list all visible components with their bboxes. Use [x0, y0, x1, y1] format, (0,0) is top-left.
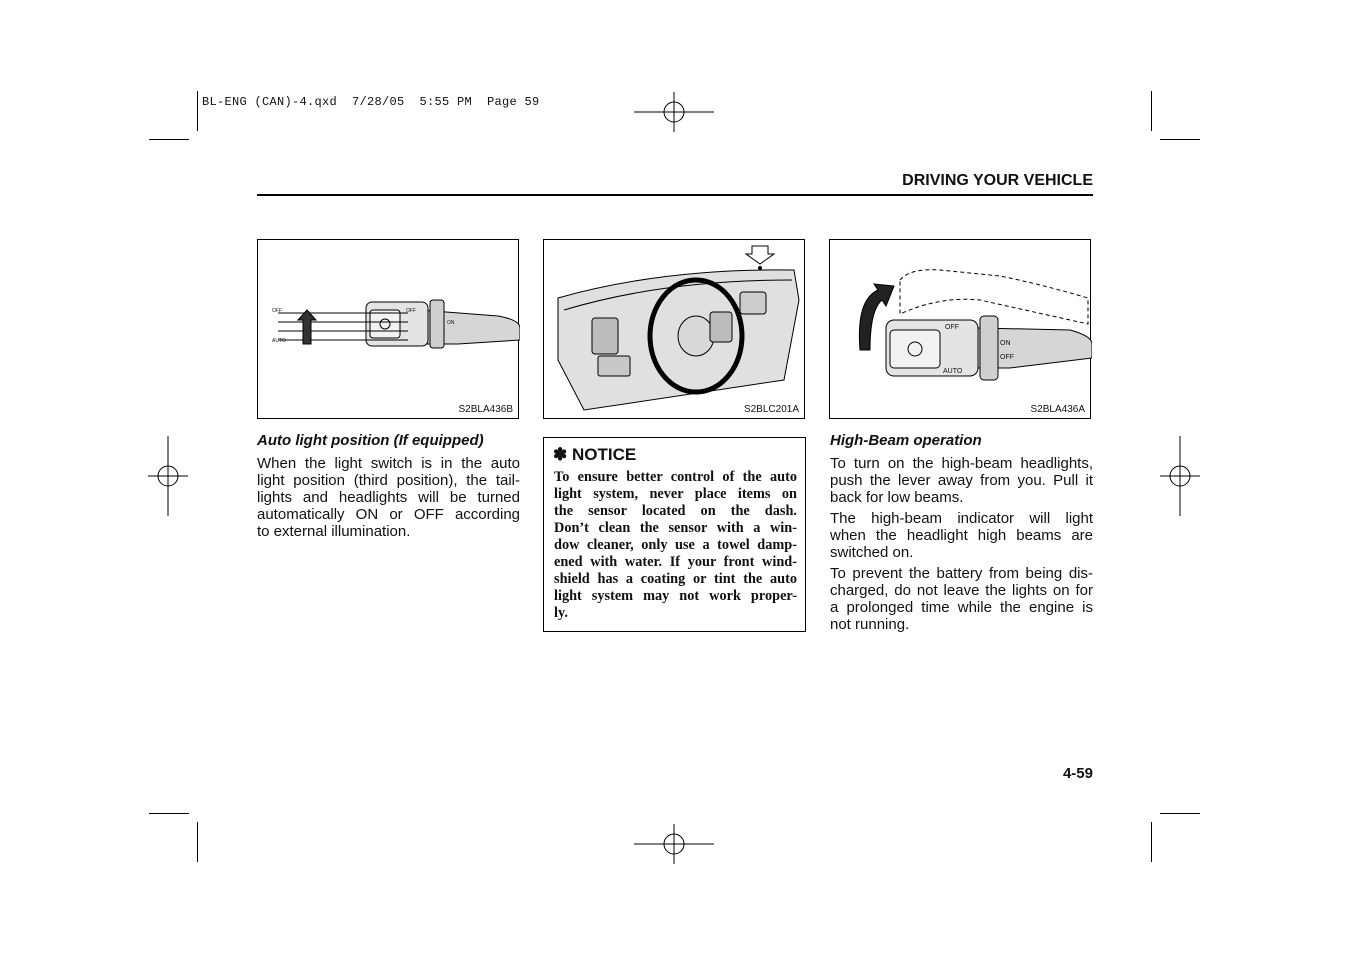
notice-line: the sensor located on the dash. [554, 503, 797, 519]
crop-mark [1151, 822, 1152, 862]
figure-dashboard-sensor [543, 239, 805, 419]
paragraph-line: switched on. [830, 544, 914, 561]
high-beam-heading: High-Beam operation [830, 432, 982, 449]
crop-mark [1160, 813, 1200, 814]
notice-line: To ensure better control of the auto [554, 469, 797, 485]
notice-title: ✽ NOTICE [553, 445, 637, 464]
paragraph-line: automatically ON or OFF according [257, 506, 520, 523]
header-rule [257, 194, 1093, 196]
figure-code: S2BLA436B [458, 404, 513, 415]
paragraph-line: when the headlight high beams are [830, 527, 1093, 544]
switch-label-on: ON [447, 320, 455, 326]
page-number: 4-59 [1062, 765, 1093, 782]
high-beam-lever-illustration [830, 240, 1092, 420]
switch-label-off-2: OFF [406, 308, 416, 314]
notice-line: shield has a coating or tint the auto [554, 571, 797, 587]
high-beam-paragraph-2 [830, 510, 1093, 561]
dashboard-illustration [544, 240, 806, 420]
registration-mark-top [634, 92, 714, 132]
crop-mark [1160, 139, 1200, 140]
figure-code: S2BLA436A [1030, 404, 1085, 415]
high-beam-paragraph-3 [830, 565, 1093, 633]
registration-mark-right [1160, 436, 1200, 516]
auto-light-paragraph [257, 455, 520, 540]
print-slug: BL-ENG (CAN)-4.qxd 7/28/05 5:55 PM Page 59 [202, 95, 540, 109]
paragraph-line: back for low beams. [830, 489, 964, 506]
switch-label-off: OFF [945, 324, 959, 331]
auto-light-heading: Auto light position (If equipped) [257, 432, 484, 449]
crop-mark [149, 813, 189, 814]
paragraph-line: push the lever away from you. Pull it [830, 472, 1093, 489]
crop-mark [197, 91, 198, 131]
notice-line: dow cleaner, only use a towel damp- [554, 537, 797, 553]
crop-mark [1151, 91, 1152, 131]
crop-mark [197, 822, 198, 862]
notice-body [554, 469, 797, 622]
light-switch-lever-illustration [258, 240, 520, 420]
switch-label-auto: AUTO [943, 368, 963, 375]
paragraph-line: The high-beam indicator will light [830, 510, 1093, 527]
switch-label-off: OFF [272, 308, 282, 314]
paragraph-line: light position (third position), the tail- [257, 472, 520, 489]
paragraph-line: To turn on the high-beam headlights, [830, 455, 1093, 472]
notice-line: Don’t clean the sensor with a win- [554, 520, 797, 536]
switch-label-on: ON [1000, 340, 1011, 347]
paragraph-line: not running. [830, 616, 910, 633]
registration-mark-bottom [634, 824, 714, 864]
notice-line: light system, never place items on [554, 486, 797, 502]
notice-line: ly. [554, 605, 568, 621]
notice-line: ened with water. If your front wind- [554, 554, 797, 570]
figure-code: S2BLC201A [743, 404, 799, 415]
paragraph-line: charged, do not leave the lights on for [830, 582, 1093, 599]
paragraph-line: To prevent the battery from being dis- [830, 565, 1093, 582]
notice-box [543, 437, 806, 632]
paragraph-line: a prolonged time while the engine is [830, 599, 1093, 616]
switch-label-auto: AUTO [272, 338, 286, 344]
switch-label-off-2: OFF [1000, 354, 1014, 361]
registration-mark-left [148, 436, 188, 516]
figure-auto-light-switch [257, 239, 519, 419]
paragraph-line: lights and headlights will be turned [257, 489, 520, 506]
notice-line: light system may not work proper- [554, 588, 797, 604]
high-beam-paragraph-1 [830, 455, 1093, 506]
section-header: DRIVING YOUR VEHICLE [902, 172, 1093, 189]
figure-high-beam-lever [829, 239, 1091, 419]
paragraph-line: to external illumination. [257, 523, 411, 540]
paragraph-line: When the light switch is in the auto [257, 455, 520, 472]
crop-mark [149, 139, 189, 140]
